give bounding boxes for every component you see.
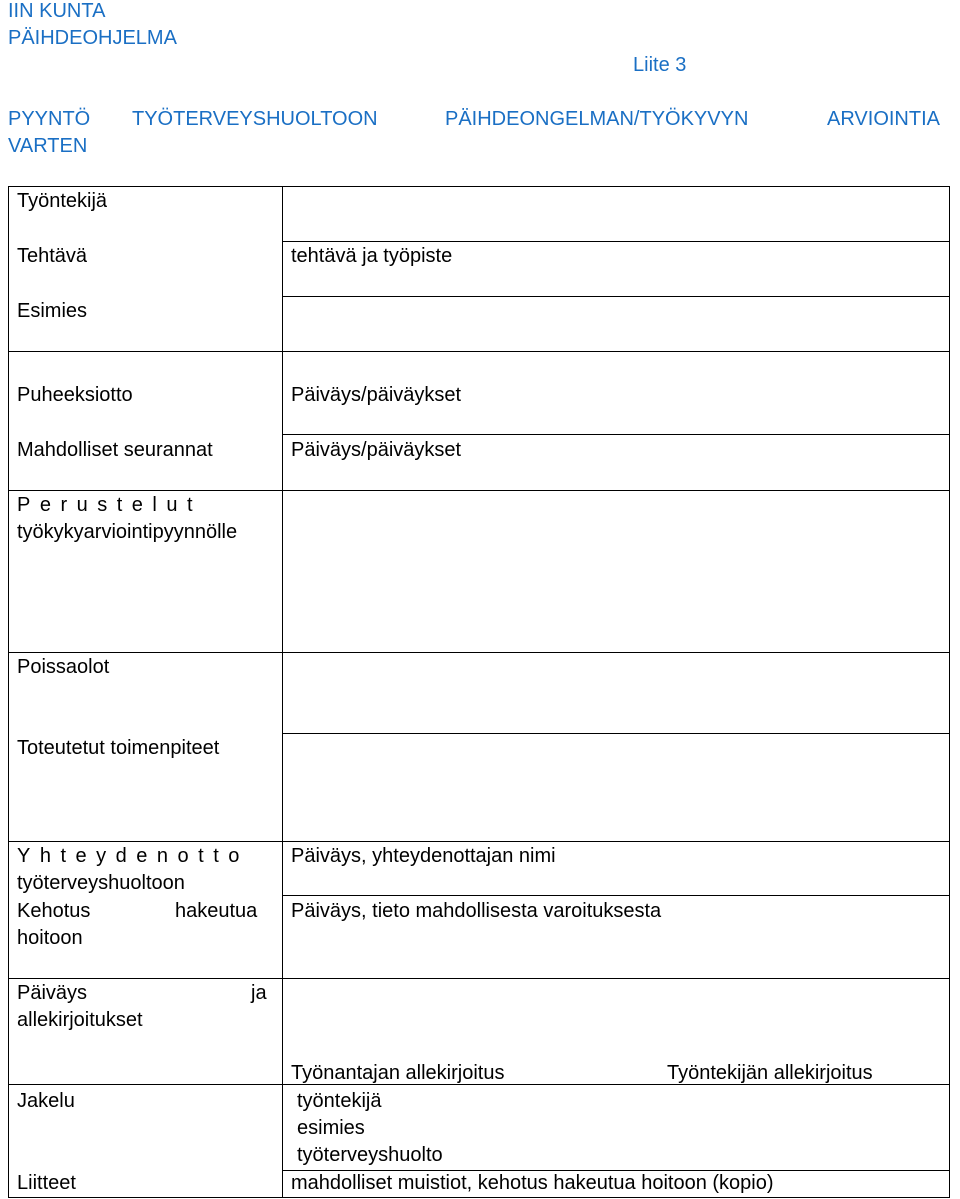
program-name: PÄIHDEOHJELMA: [8, 27, 177, 49]
title-word-2: TYÖTERVEYSHUOLTOON: [132, 108, 378, 130]
table-divider: [8, 652, 950, 653]
label-kehotus-hoitoon: hoitoon: [17, 927, 83, 949]
table-divider: [8, 978, 950, 979]
table-border-top: [8, 186, 950, 187]
label-esimies: Esimies: [17, 300, 88, 322]
table-divider: [8, 490, 950, 491]
signature-employee[interactable]: Työntekijän allekirjoitus: [667, 1062, 873, 1084]
title-line-2: VARTEN: [8, 135, 88, 157]
title-word-3: PÄIHDEONGELMAN/TYÖKYVYN: [445, 108, 749, 130]
table-divider: [8, 841, 950, 842]
field-poissaolot[interactable]: [284, 654, 948, 732]
jakelu-item: työntekijä: [297, 1090, 382, 1112]
label-toimenpiteet: Toteutetut toimenpiteet: [17, 737, 220, 759]
field-toimenpiteet[interactable]: [284, 735, 948, 839]
label-kehotus: Kehotus: [17, 900, 91, 922]
table-border-left: [8, 186, 9, 1198]
field-yhteydenotto[interactable]: Päiväys, yhteydenottajan nimi: [291, 845, 556, 867]
label-liitteet: Liitteet: [17, 1172, 76, 1194]
table-column-divider: [282, 186, 283, 1198]
organization-name: IIN KUNTA: [8, 0, 106, 22]
jakelu-item: työterveyshuolto: [297, 1144, 443, 1166]
signature-employer[interactable]: Työnantajan allekirjoitus: [291, 1062, 505, 1084]
label-tyontekija: Työntekijä: [17, 190, 108, 212]
title-word-1: PYYNTÖ: [8, 108, 91, 130]
field-tehtava[interactable]: tehtävä ja työpiste: [291, 245, 453, 267]
label-seurannat: Mahdolliset seurannat: [17, 439, 213, 461]
table-divider: [282, 434, 950, 435]
field-liitteet[interactable]: mahdolliset muistiot, kehotus hakeutua hoitoon (kopio): [291, 1172, 774, 1194]
table-border-right: [949, 186, 950, 1198]
label-puheeksiotto: Puheeksiotto: [17, 384, 133, 406]
table-divider: [282, 733, 950, 734]
title-word-4: ARVIOINTIA: [827, 108, 940, 130]
label-kehotus-hakeutua: hakeutua: [175, 900, 258, 922]
label-paivays: Päiväys: [17, 982, 88, 1004]
field-seurannat[interactable]: Päiväys/päiväykset: [291, 439, 462, 461]
label-yhteydenotto: Yhteydenotto: [17, 845, 249, 867]
field-perustelut[interactable]: [284, 492, 948, 650]
label-allekirjoitukset: allekirjoitukset: [17, 1009, 143, 1031]
table-divider: [282, 241, 950, 242]
label-yhteydenotto-cont: työterveyshuoltoon: [17, 872, 185, 894]
field-tyontekija[interactable]: [284, 188, 948, 240]
table-divider: [282, 895, 950, 896]
field-puheeksiotto[interactable]: Päiväys/päiväykset: [291, 384, 462, 406]
label-poissaolot: Poissaolot: [17, 656, 110, 678]
label-perustelut-cont: työkykyarviointipyynnölle: [17, 521, 238, 543]
table-border-bottom: [8, 1197, 950, 1198]
label-paivays-ja: ja: [251, 982, 267, 1004]
jakelu-item: esimies: [297, 1117, 365, 1139]
label-tehtava: Tehtävä: [17, 245, 88, 267]
field-esimies[interactable]: [284, 298, 948, 350]
table-divider: [8, 351, 950, 352]
table-divider: [282, 296, 950, 297]
label-jakelu: Jakelu: [17, 1090, 75, 1112]
appendix-label: Liite 3: [633, 54, 687, 76]
field-kehotus[interactable]: Päiväys, tieto mahdollisesta varoituksesta: [291, 900, 662, 922]
label-perustelut: Perustelut: [17, 494, 203, 516]
